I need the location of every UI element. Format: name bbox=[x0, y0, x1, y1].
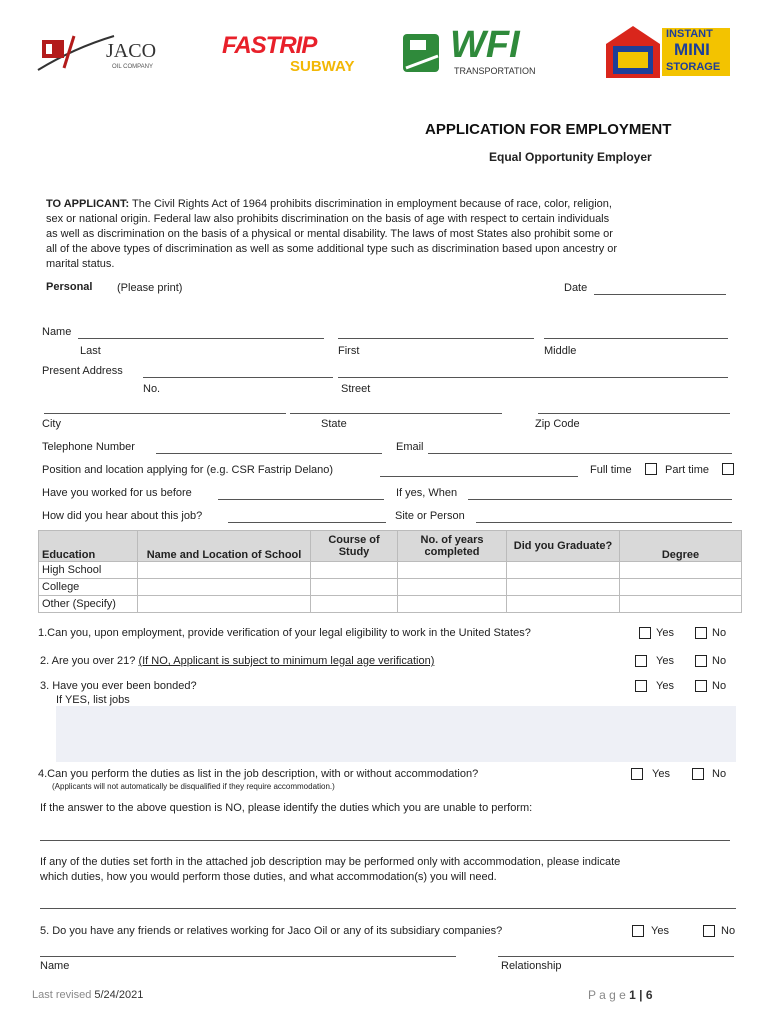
street-caption: Street bbox=[341, 383, 371, 395]
fulltime-checkbox[interactable] bbox=[645, 463, 657, 475]
edu-header-graduate: Did you Graduate? bbox=[507, 531, 620, 562]
relative-relationship-field[interactable] bbox=[498, 942, 734, 957]
notice-line4: all of the above types of discrimination as well as some additional type such as discrimination based upon ancestry or bbox=[46, 243, 618, 255]
q3-yes-checkbox[interactable] bbox=[635, 680, 647, 692]
edu-cell[interactable] bbox=[398, 562, 507, 579]
last-caption: Last bbox=[80, 345, 101, 357]
edu-cell[interactable] bbox=[311, 579, 398, 596]
q5-yes-label: Yes bbox=[651, 925, 669, 937]
q3-yes-label: Yes bbox=[656, 680, 674, 692]
q4-yes-checkbox[interactable] bbox=[631, 768, 643, 780]
edu-cell[interactable] bbox=[620, 562, 742, 579]
q2-no-checkbox[interactable] bbox=[695, 655, 707, 667]
first-caption: First bbox=[338, 345, 360, 357]
unable-duties-field[interactable] bbox=[40, 826, 730, 841]
edu-cell[interactable] bbox=[311, 562, 398, 579]
zip-caption: Zip Code bbox=[535, 418, 580, 430]
education-header-row bbox=[39, 531, 742, 562]
q1-no-label: No bbox=[712, 627, 727, 639]
state-field[interactable] bbox=[290, 399, 502, 414]
storage-line2: MINI bbox=[674, 40, 710, 59]
education-table bbox=[38, 530, 742, 613]
last-name-field[interactable] bbox=[78, 324, 324, 339]
page-subtitle: Equal Opportunity Employer bbox=[489, 150, 652, 164]
edu-cell[interactable] bbox=[398, 596, 507, 613]
relative-name-caption: Name bbox=[40, 960, 70, 972]
question-5: 5. Do you have any friends or relatives working for Jaco Oil or any of its subsidiary companies? bbox=[40, 925, 503, 937]
email-field[interactable] bbox=[428, 439, 732, 454]
wfi-logo-text: WFI bbox=[450, 24, 520, 66]
notice-line3: as well as discrimination on the basis of a physical or mental disability. The laws of most States also prohibit some or bbox=[46, 228, 613, 240]
q2-yes-label: Yes bbox=[656, 655, 674, 667]
city-caption: City bbox=[42, 418, 61, 430]
footer-page-total: 6 bbox=[645, 988, 653, 1002]
question-4-note: (Applicants will not automatically be disqualified if they require accommodation.) bbox=[52, 782, 335, 791]
notice-line5: marital status. bbox=[46, 258, 115, 270]
question-4: 4.Can you perform the duties as list in the job description, with or without accommodation? bbox=[38, 768, 479, 780]
email-label: Email bbox=[396, 441, 424, 453]
wfi-logo bbox=[398, 24, 558, 78]
relative-name-field[interactable] bbox=[40, 942, 456, 957]
hear-field[interactable] bbox=[228, 508, 386, 523]
edu-cell[interactable] bbox=[507, 596, 620, 613]
hear-label: How did you hear about this job? bbox=[42, 510, 203, 522]
q3-no-label: No bbox=[712, 680, 727, 692]
q1-no-checkbox[interactable] bbox=[695, 627, 707, 639]
jaco-logo-sub: OIL COMPANY bbox=[112, 64, 154, 70]
city-field[interactable] bbox=[44, 399, 286, 414]
storage-building-icon bbox=[604, 24, 662, 80]
question-4-followup: If the answer to the above question is NO, please identify the duties which you are unable to perform: bbox=[40, 802, 533, 814]
footer-page-label: P a g e bbox=[588, 988, 630, 1002]
q3-no-checkbox[interactable] bbox=[695, 680, 707, 692]
q5-yes-checkbox[interactable] bbox=[632, 925, 644, 937]
edu-header-education: Education bbox=[39, 531, 138, 562]
footer-page-number bbox=[588, 988, 653, 1002]
edu-cell[interactable] bbox=[507, 579, 620, 596]
q2-no-label: No bbox=[712, 655, 727, 667]
site-label: Site or Person bbox=[395, 510, 465, 522]
footer-page-sep: | bbox=[635, 988, 646, 1002]
phone-field[interactable] bbox=[156, 439, 382, 454]
date-label: Date bbox=[564, 282, 588, 294]
edu-header-degree: Degree bbox=[620, 531, 742, 562]
question-2 bbox=[40, 655, 434, 667]
no-caption: No. bbox=[143, 383, 161, 395]
bonded-jobs-textarea[interactable] bbox=[56, 706, 736, 762]
address-no-field[interactable] bbox=[143, 363, 333, 378]
middle-name-field[interactable] bbox=[544, 324, 728, 339]
table-row bbox=[39, 562, 742, 579]
edu-cell[interactable] bbox=[398, 579, 507, 596]
phone-label: Telephone Number bbox=[42, 441, 135, 453]
address-street-field[interactable] bbox=[338, 363, 728, 378]
edu-cell[interactable] bbox=[311, 596, 398, 613]
accommodation-line2: which duties, how you would perform those duties, and what accommodation(s) you will need. bbox=[40, 871, 497, 883]
question-3: 3. Have you ever been bonded? bbox=[40, 680, 197, 692]
first-name-field[interactable] bbox=[338, 324, 534, 339]
table-row bbox=[39, 596, 742, 613]
edu-cell[interactable] bbox=[620, 596, 742, 613]
notice-line2: sex or national origin. Federal law also prohibits discrimination on the basis of age with respect to certain individuals bbox=[46, 213, 610, 225]
footer-revised bbox=[32, 989, 143, 1001]
accommodation-line1: If any of the duties set forth in the attached job description may be performed only with accommodation, please indicate bbox=[40, 856, 621, 868]
instant-mini-storage-logo bbox=[604, 24, 730, 80]
notice-label: TO APPLICANT: bbox=[46, 198, 130, 210]
notice-line1-text: The Civil Rights Act of 1964 prohibits discrimination in employment because of race, color, religion, bbox=[129, 198, 612, 210]
storage-line1: INSTANT bbox=[666, 28, 713, 40]
parttime-label: Part time bbox=[665, 464, 710, 476]
edu-cell[interactable] bbox=[138, 596, 311, 613]
table-row bbox=[39, 579, 742, 596]
page-title: APPLICATION FOR EMPLOYMENT bbox=[425, 121, 672, 138]
ifyes-when-label: If yes, When bbox=[396, 487, 458, 499]
edu-row-label: Other (Specify) bbox=[39, 596, 138, 613]
q2-yes-checkbox[interactable] bbox=[635, 655, 647, 667]
zip-field[interactable] bbox=[538, 399, 730, 414]
wfi-logo-sub: TRANSPORTATION bbox=[454, 66, 536, 76]
q4-no-checkbox[interactable] bbox=[692, 768, 704, 780]
position-label: Position and location applying for (e.g. CSR Fastrip Delano) bbox=[42, 464, 334, 476]
edu-cell[interactable] bbox=[620, 579, 742, 596]
q4-no-label: No bbox=[712, 768, 727, 780]
edu-header-years: No. of years completed bbox=[398, 531, 507, 562]
q1-yes-checkbox[interactable] bbox=[639, 627, 651, 639]
question-2-note: (If NO, Applicant is subject to minimum legal age verification) bbox=[138, 655, 435, 667]
fastrip-subway-logo bbox=[214, 30, 386, 78]
footer-revised-date: 5/24/2021 bbox=[94, 989, 144, 1001]
parttime-checkbox[interactable] bbox=[722, 463, 734, 475]
footer-page-no: 1 bbox=[629, 988, 636, 1002]
address-label: Present Address bbox=[42, 365, 123, 377]
date-field[interactable] bbox=[594, 280, 726, 295]
name-label: Name bbox=[42, 326, 72, 338]
edu-cell[interactable] bbox=[138, 562, 311, 579]
accommodation-field[interactable] bbox=[40, 894, 736, 909]
middle-caption: Middle bbox=[544, 345, 577, 357]
q5-no-checkbox[interactable] bbox=[703, 925, 715, 937]
edu-header-school: Name and Location of School bbox=[138, 531, 311, 562]
edu-row-label: College bbox=[39, 579, 138, 596]
edu-cell[interactable] bbox=[507, 562, 620, 579]
site-field[interactable] bbox=[476, 508, 732, 523]
personal-section-label: Personal bbox=[46, 281, 93, 293]
ifyes-when-field[interactable] bbox=[468, 485, 732, 500]
position-field[interactable] bbox=[380, 462, 578, 477]
state-caption: State bbox=[321, 418, 347, 430]
wfi-truck-icon bbox=[400, 28, 446, 76]
subway-logo-sub: SUBWAY bbox=[290, 58, 355, 75]
footer-revised-label: Last revised bbox=[32, 989, 95, 1001]
edu-header-course: Course of Study bbox=[311, 531, 398, 562]
question-1: 1.Can you, upon employment, provide verification of your legal eligibility to work in the United States? bbox=[38, 627, 531, 639]
jaco-logo bbox=[34, 30, 184, 78]
fastrip-logo-text: FASTRIP bbox=[222, 32, 317, 59]
notice-line1 bbox=[46, 198, 612, 210]
storage-line3: STORAGE bbox=[666, 61, 721, 73]
q4-yes-label: Yes bbox=[652, 768, 670, 780]
please-print-hint: (Please print) bbox=[117, 282, 183, 294]
edu-row-label: High School bbox=[39, 562, 138, 579]
edu-cell[interactable] bbox=[138, 579, 311, 596]
question-3-sub: If YES, list jobs bbox=[56, 694, 130, 706]
q5-no-label: No bbox=[721, 925, 736, 937]
worked-before-field[interactable] bbox=[218, 485, 384, 500]
q1-yes-label: Yes bbox=[656, 627, 674, 639]
worked-before-label: Have you worked for us before bbox=[42, 487, 192, 499]
question-2-text: 2. Are you over 21? bbox=[40, 655, 139, 667]
relative-relationship-caption: Relationship bbox=[501, 960, 562, 972]
fulltime-label: Full time bbox=[590, 464, 632, 476]
jaco-logo-name: JACO bbox=[106, 40, 157, 62]
